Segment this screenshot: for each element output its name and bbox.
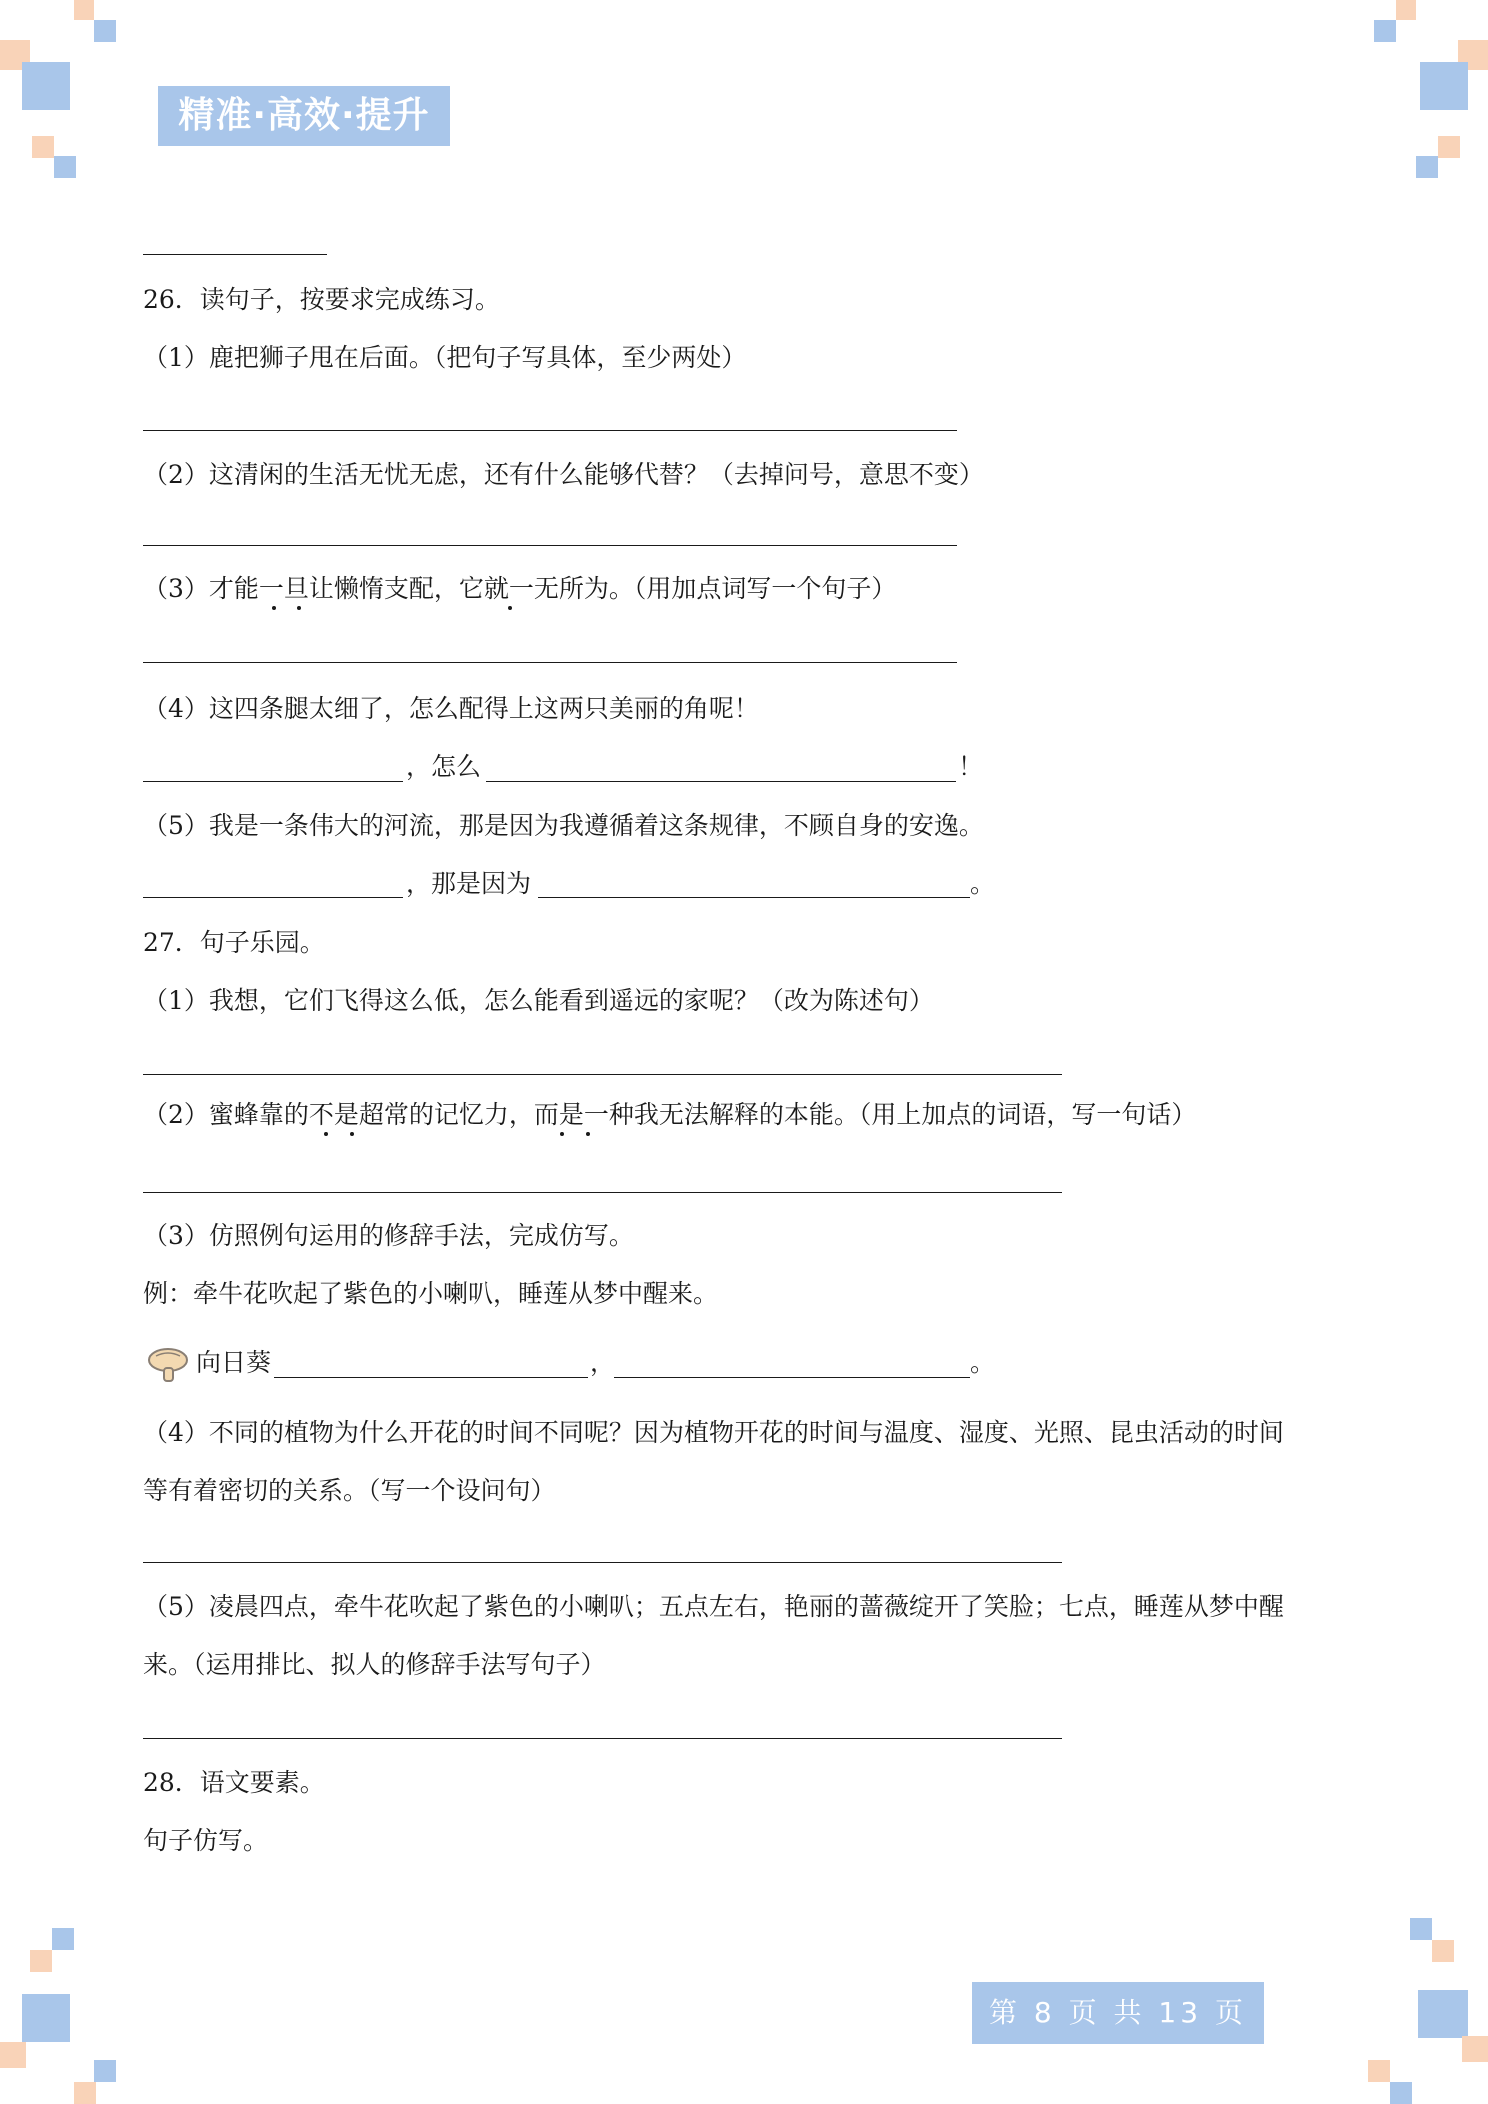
emphasis-dot xyxy=(272,606,276,610)
emphasis-dot xyxy=(350,1132,354,1136)
q27-part3-lead-word: 向日葵 xyxy=(196,1348,272,1377)
q26-part4-connector: ，怎么 xyxy=(406,752,482,781)
q27-part4-line1: （4）不同的植物为什么开花的时间不同呢？因为植物开花的时间与温度、湿度、光照、昆虫活动的时间 xyxy=(143,1418,1284,1447)
q26-part5: （5）我是一条伟大的河流，那是因为我遵循着这条规律，不顾自身的安逸。 xyxy=(143,811,984,840)
q26-part5-connector: ，那是因为 xyxy=(406,869,532,898)
q27-part5-answer-line[interactable] xyxy=(143,1738,1062,1739)
q26-part3-answer-line[interactable] xyxy=(143,662,957,663)
q26-part2-answer-line[interactable] xyxy=(143,545,957,546)
q28-part1: 句子仿写。 xyxy=(143,1826,269,1855)
q27-part3-comma: ， xyxy=(590,1348,616,1377)
q27-title: 27．句子乐园。 xyxy=(143,928,325,957)
brand-banner: 精准·高效·提升 xyxy=(158,86,450,146)
page-number-badge: 第 8 页 共 13 页 xyxy=(972,1982,1264,2044)
emphasis-dot xyxy=(508,606,512,610)
q27-part4-answer-line[interactable] xyxy=(143,1562,1062,1563)
q27-part2: （2）蜜蜂靠的不是超常的记忆力，而是一种我无法解释的本能。（用上加点的词语，写一句话） xyxy=(143,1100,1197,1129)
q26-part3: （3）才能一旦让懒惰支配，它就一无所为。（用加点词写一个句子） xyxy=(143,574,897,603)
emphasis-dot xyxy=(297,606,301,610)
emphasis-dot xyxy=(586,1132,590,1136)
q26-part5-blank-b[interactable] xyxy=(538,897,970,898)
q26-part4-blank-b[interactable] xyxy=(486,781,956,782)
q26-part2: （2）这清闲的生活无忧无虑，还有什么能够代替？（去掉问号，意思不变） xyxy=(143,460,984,489)
q26-part5-end-mark: 。 xyxy=(970,869,996,898)
q26-part4-end-mark: ！ xyxy=(958,752,984,781)
q26-part1: （1）鹿把狮子甩在后面。（把句子写具体，至少两处） xyxy=(143,343,747,372)
q27-part1: （1）我想，它们飞得这么低，怎么能看到遥远的家呢？（改为陈述句） xyxy=(143,986,934,1015)
q26-part4-blank-a[interactable] xyxy=(143,781,403,782)
q28-title: 28．语文要素。 xyxy=(143,1768,325,1797)
sunflower-icon xyxy=(146,1346,190,1384)
q27-part2-answer-line[interactable] xyxy=(143,1192,1062,1193)
q27-part3-end-mark: 。 xyxy=(970,1348,996,1377)
q26-part1-answer-line[interactable] xyxy=(143,430,957,431)
answer-blank-line[interactable] xyxy=(143,254,327,255)
emphasis-dot xyxy=(324,1132,328,1136)
q27-part3-blank-a[interactable] xyxy=(274,1377,588,1378)
q27-part4-line2: 等有着密切的关系。（写一个设问句） xyxy=(143,1476,556,1505)
q27-part3-blank-b[interactable] xyxy=(614,1377,970,1378)
q26-title: 26．读句子，按要求完成练习。 xyxy=(143,285,500,314)
q26-part4: （4）这四条腿太细了，怎么配得上这两只美丽的角呢！ xyxy=(143,694,759,723)
q27-example: 例：牵牛花吹起了紫色的小喇叭，睡莲从梦中醒来。 xyxy=(143,1279,719,1308)
q26-part5-blank-a[interactable] xyxy=(143,897,403,898)
q27-part5-line1: （5）凌晨四点，牵牛花吹起了紫色的小喇叭；五点左右，艳丽的蔷薇绽开了笑脸；七点，睡莲从梦中醒 xyxy=(143,1592,1284,1621)
q27-part1-answer-line[interactable] xyxy=(143,1074,1062,1075)
q27-part3: （3）仿照例句运用的修辞手法，完成仿写。 xyxy=(143,1221,634,1250)
q27-part5-line2: 来。（运用排比、拟人的修辞手法写句子） xyxy=(143,1650,606,1679)
emphasis-dot xyxy=(560,1132,564,1136)
